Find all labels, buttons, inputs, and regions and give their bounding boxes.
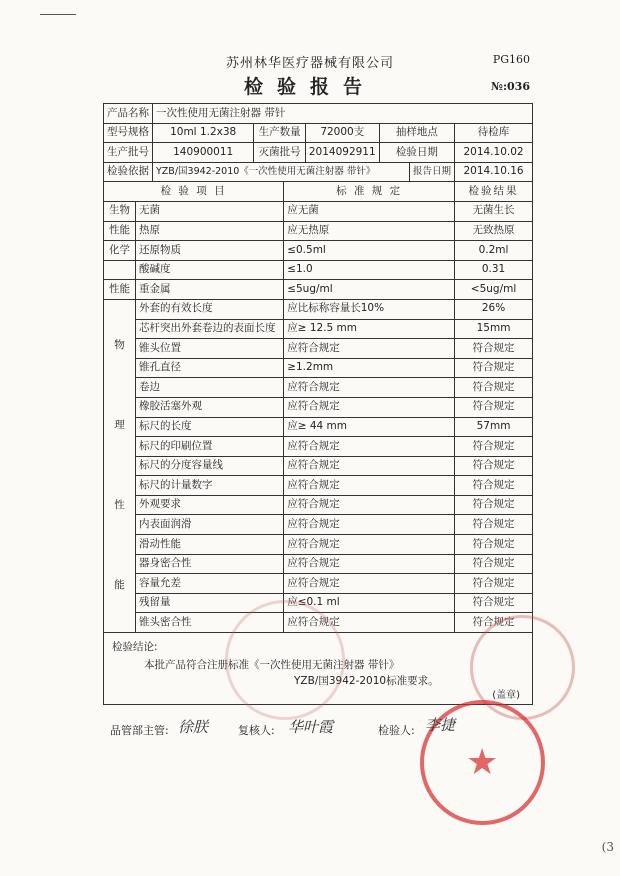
row-standard: 应符合规定: [284, 495, 455, 515]
table-row: [104, 201, 533, 221]
model-label: 型号规格: [104, 123, 153, 143]
row-result: 符合规定: [455, 456, 533, 476]
row-item: 重金属: [135, 280, 283, 300]
category-chem-1: 化学: [104, 241, 136, 261]
info-row-batch: [104, 143, 533, 163]
table-row: [104, 554, 533, 574]
sampling-place-value: 待检库: [455, 123, 533, 143]
table-row: [104, 260, 533, 280]
row-item: 内表面润滑: [135, 515, 283, 535]
product-name-label: 产品名称: [104, 104, 153, 124]
table-row: [104, 280, 533, 300]
sampling-place-label: 抽样地点: [379, 123, 454, 143]
table-row: [104, 241, 533, 261]
category-chem-2: 性能: [104, 280, 136, 300]
table-row: [104, 535, 533, 555]
row-item: 滑动性能: [135, 535, 283, 555]
sterile-batch-label: 灭菌批号: [254, 143, 306, 163]
row-item: 外观要求: [135, 495, 283, 515]
row-item: 橡胶活塞外观: [135, 397, 283, 417]
row-result: 符合规定: [455, 535, 533, 555]
row-standard: 应符合规定: [284, 574, 455, 594]
row-item: 酸碱度: [135, 260, 283, 280]
row-result: 15mm: [455, 319, 533, 339]
conclusion-box: [103, 631, 533, 705]
table-row: [104, 378, 533, 398]
reviewer-label: 复核人:: [238, 724, 275, 737]
row-result: 符合规定: [455, 358, 533, 378]
row-standard: 应符合规定: [284, 476, 455, 496]
inspect-date-value: 2014.10.02: [455, 143, 533, 163]
row-standard: 应无菌: [284, 201, 455, 221]
row-item: 锥头位置: [135, 339, 283, 359]
table-row: [104, 299, 533, 319]
table-row: [104, 593, 533, 613]
category-bio-2: 性能: [104, 221, 136, 241]
row-result: 符合规定: [455, 613, 533, 633]
row-result: 无致热原: [455, 221, 533, 241]
table-row: [104, 397, 533, 417]
batch-value: 140900011: [153, 143, 254, 163]
row-item: 标尺的长度: [135, 417, 283, 437]
row-result: 符合规定: [455, 476, 533, 496]
qa-head-label: 品管部主管:: [110, 724, 169, 737]
row-result: <5ug/ml: [455, 280, 533, 300]
row-standard: ≥1.2mm: [284, 358, 455, 378]
row-item: 残留量: [135, 593, 283, 613]
row-item: 器身密合性: [135, 554, 283, 574]
row-standard: 应符合规定: [284, 456, 455, 476]
header-result: 检验结果: [455, 182, 533, 202]
table-header-row: [104, 182, 533, 202]
row-result: 符合规定: [455, 437, 533, 457]
basis-value: YZB/国3942-2010《一次性使用无菌注射器 带针》: [153, 162, 410, 182]
row-standard: 应≤0.1 ml: [284, 593, 455, 613]
row-result: 无菌生长: [455, 201, 533, 221]
seal-label: (盖章): [492, 690, 520, 701]
quantity-value: 72000支: [305, 123, 379, 143]
row-item: 标尺的分度容量线: [135, 456, 283, 476]
row-standard: 应≥ 12.5 mm: [284, 319, 455, 339]
conclusion-line-1: 本批产品符合注册标准《一次性使用无菌注射器 带针》: [144, 659, 400, 671]
category-phys-3: 性: [114, 499, 125, 512]
row-standard: 应符合规定: [284, 437, 455, 457]
category-chem-blank: [104, 260, 136, 280]
basis-label: 检验依据: [104, 162, 153, 182]
row-item: 容量允差: [135, 574, 283, 594]
table-row: [104, 319, 533, 339]
info-row-basis: [104, 162, 533, 182]
batch-label: 生产批号: [104, 143, 153, 163]
row-item: 芯杆突出外套卷边的表面长度: [135, 319, 283, 339]
row-standard: 应符合规定: [284, 378, 455, 398]
row-result: 符合规定: [455, 574, 533, 594]
top-rule: [40, 14, 76, 15]
row-standard: 应符合规定: [284, 515, 455, 535]
category-phys-2: 理: [114, 419, 125, 432]
table-row: [104, 339, 533, 359]
row-item: 锥孔直径: [135, 358, 283, 378]
report-date-value: 2014.10.16: [455, 162, 533, 182]
row-item: 热原: [135, 221, 283, 241]
table-row: [104, 456, 533, 476]
sterile-batch-value: 2014092911: [305, 143, 379, 163]
table-row: [104, 613, 533, 633]
seal-star-icon: ★: [466, 742, 499, 783]
row-result: 符合规定: [455, 339, 533, 359]
row-standard: 应比标称容量长10%: [284, 299, 455, 319]
row-standard: 应≥ 44 mm: [284, 417, 455, 437]
row-result: 0.31: [455, 260, 533, 280]
header-standard: 标 准 规 定: [284, 182, 455, 202]
row-item: 还原物质: [135, 241, 283, 261]
row-result: 符合规定: [455, 378, 533, 398]
company-name: 苏州林华医疗器械有限公司: [225, 56, 394, 71]
table-row: [104, 221, 533, 241]
row-standard: 应符合规定: [284, 613, 455, 633]
table-row: [104, 476, 533, 496]
table-row: [104, 437, 533, 457]
row-standard: 应符合规定: [284, 339, 455, 359]
category-physical: [104, 299, 136, 632]
table-row: [104, 358, 533, 378]
row-result: 0.2ml: [455, 241, 533, 261]
info-row-product: [104, 104, 533, 124]
row-standard: 应符合规定: [284, 535, 455, 555]
product-name-value: 一次性使用无菌注射器 带针: [153, 104, 533, 124]
quantity-label: 生产数量: [254, 123, 306, 143]
qa-head-signature: 徐朕: [178, 718, 209, 736]
row-result: 符合规定: [455, 554, 533, 574]
corner-mark: (3: [601, 840, 614, 854]
report-number: №:036: [491, 80, 530, 93]
row-item: 外套的有效长度: [135, 299, 283, 319]
model-value: 10ml 1.2x38: [153, 123, 254, 143]
form-code: PG160: [492, 53, 530, 66]
reviewer-signature: 华叶霞: [288, 718, 334, 736]
category-bio-1: 生物: [104, 201, 136, 221]
row-result: 57mm: [455, 417, 533, 437]
inspection-table: [103, 103, 533, 633]
row-item: 锥头密合性: [135, 613, 283, 633]
category-phys-4: 能: [114, 579, 125, 592]
table-row: [104, 574, 533, 594]
table-row: [104, 417, 533, 437]
row-result: 符合规定: [455, 495, 533, 515]
row-standard: 应无热原: [284, 221, 455, 241]
inspector-signature: 李捷: [425, 716, 456, 734]
row-item: 标尺的印刷位置: [135, 437, 283, 457]
info-row-model: [104, 123, 533, 143]
row-standard: ≤0.5ml: [284, 241, 455, 261]
report-date-label: 报告日期: [410, 162, 455, 182]
row-standard: 应符合规定: [284, 554, 455, 574]
row-standard: ≤5ug/ml: [284, 280, 455, 300]
row-standard: 应符合规定: [284, 397, 455, 417]
conclusion-line-2: YZB/国3942-2010标准要求。: [294, 675, 439, 687]
row-result: 符合规定: [455, 397, 533, 417]
inspector-label: 检验人:: [378, 724, 415, 737]
row-result: 26%: [455, 299, 533, 319]
row-standard: ≤1.0: [284, 260, 455, 280]
row-result: 符合规定: [455, 515, 533, 535]
row-result: 符合规定: [455, 593, 533, 613]
table-row: [104, 515, 533, 535]
report-title: 检验报告: [243, 76, 376, 98]
category-phys-1: 物: [114, 339, 125, 352]
conclusion-label: 检验结论:: [112, 641, 158, 653]
inspect-date-label: 检验日期: [379, 143, 454, 163]
row-item: 标尺的计量数字: [135, 476, 283, 496]
header-item: 检 验 项 目: [104, 182, 284, 202]
row-item: 卷边: [135, 378, 283, 398]
row-item: 无菌: [135, 201, 283, 221]
table-row: [104, 495, 533, 515]
